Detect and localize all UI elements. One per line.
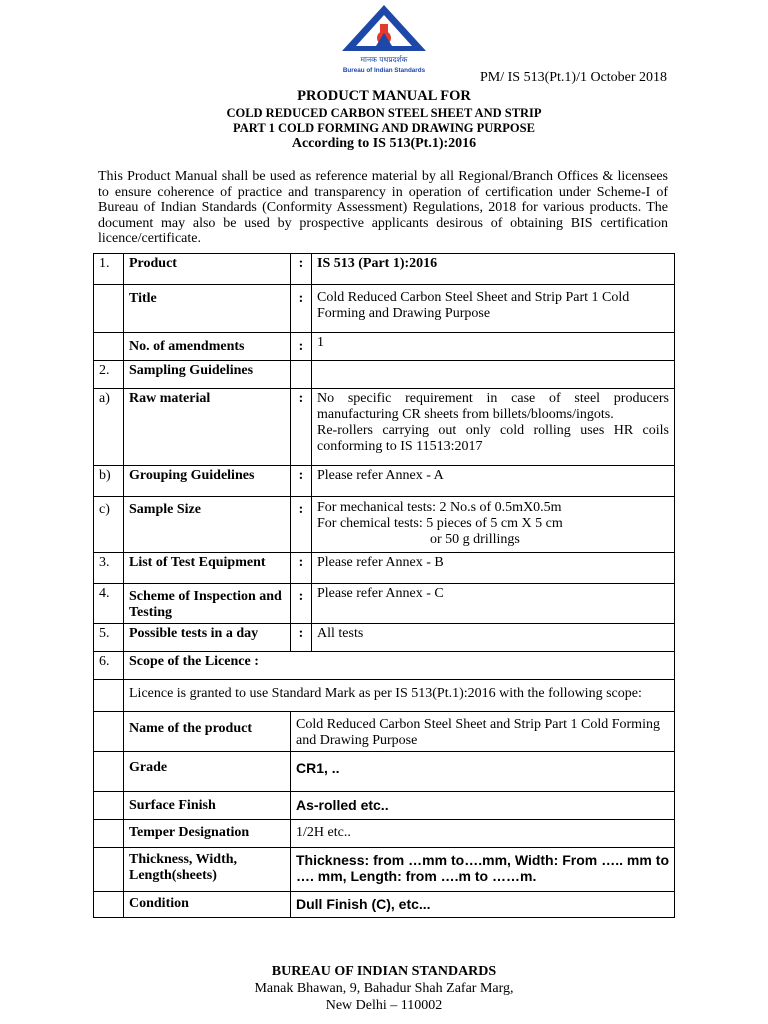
row-colon: :: [291, 333, 312, 361]
table-row: [94, 848, 675, 892]
row-colon: :: [291, 285, 312, 333]
manual-title: PRODUCT MANUAL FOR: [297, 88, 471, 104]
bis-logo: [339, 2, 429, 76]
product-manual-table: [93, 253, 675, 918]
row-colon: :: [291, 497, 312, 553]
table-row: [94, 361, 675, 389]
row-label: Temper Designation: [124, 820, 291, 848]
table-row: [94, 497, 675, 553]
table-row: [94, 624, 675, 652]
row-label: Grade: [124, 752, 291, 792]
row-label: Name of the product: [124, 712, 291, 752]
row-number: 1.: [94, 254, 124, 285]
sample-drillings: or 50 g drillings: [430, 532, 520, 547]
table-row: [94, 553, 675, 584]
row-colon: :: [291, 466, 312, 497]
row-colon: :: [291, 553, 312, 584]
row-label: Product: [124, 254, 291, 285]
row-number: c): [94, 497, 124, 553]
footer-org: BUREAU OF INDIAN STANDARDS: [271, 964, 497, 979]
row-number: 2.: [94, 361, 124, 389]
footer-address-line1: Manak Bhawan, 9, Bahadur Shah Zafar Marg,: [254, 981, 514, 996]
table-row: [94, 254, 675, 285]
row-value: CR1, ..: [291, 752, 675, 792]
table-row: [94, 333, 675, 361]
row-label: Possible tests in a day: [124, 624, 291, 652]
table-row: [94, 466, 675, 497]
row-number: a): [94, 389, 124, 466]
sample-chemical: For chemical tests: 5 pieces of 5 cm X 5 cm: [317, 516, 563, 531]
row-label: Grouping Guidelines: [124, 466, 291, 497]
row-label: Scheme of Inspection and Testing: [124, 584, 291, 624]
row-value: Please refer Annex - A: [312, 466, 675, 497]
manual-subtitle-1: COLD REDUCED CARBON STEEL SHEET AND STRIP: [226, 106, 542, 120]
row-value: Cold Reduced Carbon Steel Sheet and Strip Part 1 Cold Forming and Drawing Purpose: [312, 285, 675, 333]
row-number: 5.: [94, 624, 124, 652]
intro-paragraph: This Product Manual shall be used as reference material by all Regional/Branch Offices & licensees to ensure coherence of practice and transparency in operation of certification under Scheme-I of Bureau of Indian Standards (Conformity Assessment) Regulations, 2018 for various products. The document may also be used by prospective applicants desirous of obtaining BIS certification licence/certificate.: [98, 169, 668, 247]
table-row: [94, 389, 675, 466]
row-value: Please refer Annex - C: [312, 584, 675, 624]
row-label: Sample Size: [124, 497, 291, 553]
manual-standard: According to IS 513(Pt.1):2016: [291, 136, 477, 151]
table-row: [94, 652, 675, 680]
row-label: No. of amendments: [124, 333, 291, 361]
row-value: Please refer Annex - B: [312, 553, 675, 584]
sample-mechanical: For mechanical tests: 2 No.s of 0.5mX0.5m: [317, 500, 562, 515]
row-colon: :: [291, 584, 312, 624]
row-value: [312, 389, 675, 466]
table-row: [94, 584, 675, 624]
row-colon: :: [291, 389, 312, 466]
svg-text:मानक पथप्रदर्शक: मानक पथप्रदर्शक: [360, 55, 408, 64]
row-value: [312, 497, 675, 553]
row-value: 1: [312, 333, 675, 361]
row-value: Dull Finish (C), etc...: [291, 892, 675, 918]
table-row: [94, 680, 675, 712]
row-number: 3.: [94, 553, 124, 584]
row-label: Condition: [124, 892, 291, 918]
row-label: Scope of the Licence :: [124, 652, 675, 680]
table-row: [94, 752, 675, 792]
row-value: Thickness: from …mm to….mm, Width: From ….. mm to …. mm, Length: from ….m to ……m.: [291, 848, 675, 892]
row-number: b): [94, 466, 124, 497]
footer-address-line2: New Delhi – 110002: [325, 998, 443, 1013]
table-row: [94, 285, 675, 333]
row-label: Surface Finish: [124, 792, 291, 820]
svg-text:Bureau of Indian Standards: Bureau of Indian Standards: [342, 67, 426, 74]
row-value: 1/2H etc..: [291, 820, 675, 848]
row-label: Title: [124, 285, 291, 333]
row-colon: :: [291, 254, 312, 285]
table-row: [94, 820, 675, 848]
row-value: All tests: [312, 624, 675, 652]
row-colon: :: [291, 624, 312, 652]
table-row: [94, 892, 675, 918]
row-number: 6.: [94, 652, 124, 680]
raw-material-rerollers: Re-rollers carrying out only cold rolling uses HR coils conforming to IS 11513:2017: [317, 423, 669, 454]
row-value: Cold Reduced Carbon Steel Sheet and Strip Part 1 Cold Forming and Drawing Purpose: [291, 712, 675, 752]
document-reference: PM/ IS 513(Pt.1)/1 October 2018: [480, 70, 668, 85]
raw-material-producers: No specific requirement in case of steel producers manufacturing CR sheets from billets/blooms/ingots.: [317, 391, 669, 422]
row-label: Thickness, Width, Length(sheets): [124, 848, 291, 892]
table-row: [94, 712, 675, 752]
row-label: List of Test Equipment: [124, 553, 291, 584]
manual-subtitle-2: PART 1 COLD FORMING AND DRAWING PURPOSE: [233, 121, 535, 135]
table-row: [94, 792, 675, 820]
scope-statement: Licence is granted to use Standard Mark as per IS 513(Pt.1):2016 with the following scope:: [124, 680, 675, 712]
row-label: Sampling Guidelines: [124, 361, 291, 389]
row-value: As-rolled etc..: [291, 792, 675, 820]
row-value: IS 513 (Part 1):2016: [312, 254, 675, 285]
row-number: 4.: [94, 584, 124, 624]
row-label: Raw material: [124, 389, 291, 466]
